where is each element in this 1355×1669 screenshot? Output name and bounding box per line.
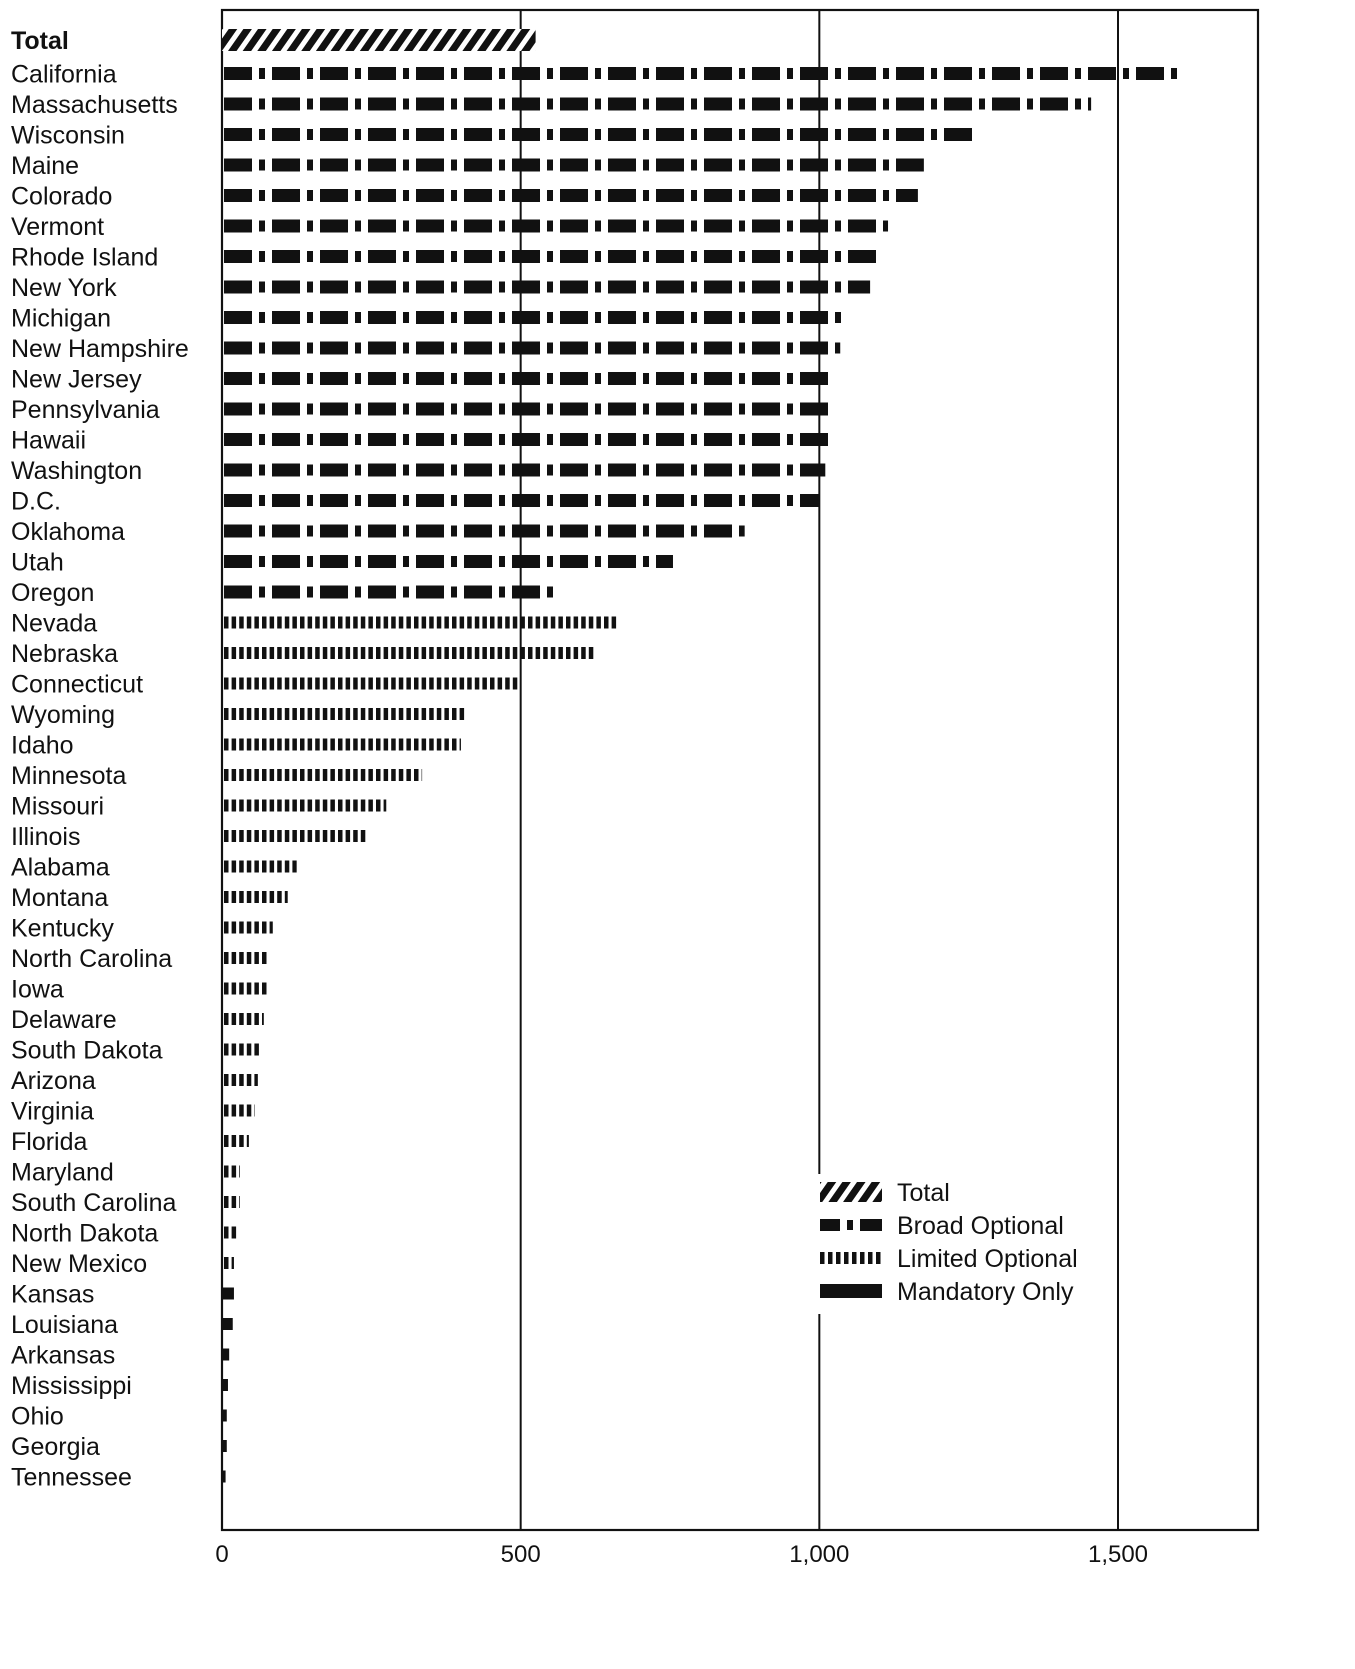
bar-rhode-island xyxy=(224,250,876,263)
category-label: Hawaii xyxy=(11,426,87,455)
legend-swatch xyxy=(820,1219,882,1231)
x-axis-tick-labels xyxy=(215,1541,1148,1568)
bar-new-mexico xyxy=(224,1257,234,1269)
legend-label: Limited Optional xyxy=(897,1245,1078,1273)
category-label: Nevada xyxy=(11,609,98,638)
bar-delaware xyxy=(224,1013,264,1025)
bar-georgia xyxy=(222,1440,227,1452)
bar-iowa xyxy=(224,983,267,995)
category-labels xyxy=(11,27,189,1492)
bar-utah xyxy=(224,555,673,568)
bar-maine xyxy=(224,159,924,172)
bar-kansas xyxy=(222,1288,234,1300)
category-label: New York xyxy=(11,274,117,302)
legend-swatch xyxy=(820,1284,882,1298)
category-label: Florida xyxy=(11,1128,88,1156)
category-label: Montana xyxy=(11,884,109,912)
category-label: Wisconsin xyxy=(11,121,125,150)
bar-nevada xyxy=(224,617,616,629)
category-label: Tennessee xyxy=(11,1463,132,1492)
bar-total xyxy=(222,29,536,51)
category-label: Ohio xyxy=(11,1402,64,1431)
bar-illinois xyxy=(224,830,365,842)
bar-nebraska xyxy=(224,647,593,659)
bar-wyoming xyxy=(224,708,464,720)
bar-hawaii xyxy=(224,433,828,446)
bar-vermont xyxy=(224,220,888,233)
category-label: Idaho xyxy=(11,731,74,760)
bar-california xyxy=(224,67,1177,80)
bar-mississippi xyxy=(222,1379,228,1391)
bar-ohio xyxy=(222,1410,227,1422)
category-label: Arizona xyxy=(11,1067,96,1095)
category-label: Missouri xyxy=(11,792,105,821)
category-label: Nebraska xyxy=(11,640,118,668)
category-label: Minnesota xyxy=(11,762,127,790)
bar-south-dakota xyxy=(224,1044,259,1056)
bar-alabama xyxy=(224,861,297,873)
bar-oregon xyxy=(224,586,553,599)
x-tick-label: 500 xyxy=(500,1541,541,1568)
category-label: Michigan xyxy=(11,304,112,333)
category-label: Illinois xyxy=(11,823,81,851)
category-label: Georgia xyxy=(11,1433,100,1461)
bar-oklahoma xyxy=(224,525,745,538)
bar-north-carolina xyxy=(224,952,267,964)
legend-swatch xyxy=(820,1182,882,1202)
bar-new-hampshire xyxy=(224,342,840,355)
bar-washington xyxy=(224,464,825,477)
x-tick-label: 1,500 xyxy=(1087,1541,1149,1568)
category-label: New Jersey xyxy=(11,365,142,394)
bar-new-jersey xyxy=(224,372,828,385)
bar-montana xyxy=(224,891,288,903)
category-label: Colorado xyxy=(11,182,113,211)
legend-label: Mandatory Only xyxy=(897,1278,1074,1306)
category-label: Kentucky xyxy=(11,914,114,943)
category-label: Washington xyxy=(11,457,143,485)
bar-maryland xyxy=(224,1166,240,1178)
x-tick-label: 0 xyxy=(215,1541,229,1568)
x-tick-label: 1,000 xyxy=(789,1541,850,1568)
bar-wisconsin xyxy=(224,128,972,141)
category-label: South Dakota xyxy=(11,1036,163,1065)
category-label: Total xyxy=(11,27,69,55)
category-label: North Carolina xyxy=(11,945,173,973)
category-label: New Hampshire xyxy=(11,335,189,363)
bar-d-c- xyxy=(224,494,819,507)
category-label: Oregon xyxy=(11,579,95,607)
bar-tennessee xyxy=(222,1471,226,1483)
category-label: Alabama xyxy=(11,853,110,882)
bar-massachusetts xyxy=(224,98,1091,111)
bar-florida xyxy=(224,1135,249,1147)
category-label: Iowa xyxy=(11,975,64,1004)
category-label: Louisiana xyxy=(11,1311,119,1339)
category-label: Wyoming xyxy=(11,701,115,729)
bar-colorado xyxy=(224,189,918,202)
bar-new-york xyxy=(224,281,870,294)
category-label: Virginia xyxy=(11,1097,94,1126)
category-label: Mississippi xyxy=(11,1372,132,1400)
category-label: D.C. xyxy=(11,487,61,516)
bar-minnesota xyxy=(224,769,422,781)
category-label: Kansas xyxy=(11,1280,95,1309)
bar-kentucky xyxy=(224,922,273,934)
bar-connecticut xyxy=(224,678,517,690)
bar-idaho xyxy=(224,739,461,751)
category-label: Delaware xyxy=(11,1006,117,1034)
category-label: Connecticut xyxy=(11,670,144,699)
bar-virginia xyxy=(224,1105,255,1117)
category-label: Utah xyxy=(11,548,64,577)
legend-label: Total xyxy=(897,1179,950,1207)
category-label: Maryland xyxy=(11,1158,114,1187)
category-label: Oklahoma xyxy=(11,518,125,546)
bar-arkansas xyxy=(222,1349,229,1361)
category-label: Arkansas xyxy=(11,1341,116,1370)
bar-louisiana xyxy=(222,1318,233,1330)
category-label: Massachusetts xyxy=(11,91,178,119)
category-label: New Mexico xyxy=(11,1250,148,1278)
bar-pennsylvania xyxy=(224,403,828,416)
category-label: Maine xyxy=(11,152,80,180)
category-label: Vermont xyxy=(11,213,105,241)
category-label: Pennsylvania xyxy=(11,396,160,424)
category-label: Rhode Island xyxy=(11,243,159,272)
category-label: North Dakota xyxy=(11,1219,159,1248)
bar-north-dakota xyxy=(224,1227,236,1239)
bar-missouri xyxy=(224,800,386,812)
category-label: South Carolina xyxy=(11,1189,177,1217)
bar-south-carolina xyxy=(224,1196,240,1208)
bar-michigan xyxy=(224,311,841,324)
legend-label: Broad Optional xyxy=(897,1212,1064,1240)
legend xyxy=(818,1174,1108,1314)
bar-arizona xyxy=(224,1074,258,1086)
category-label: California xyxy=(11,60,117,89)
